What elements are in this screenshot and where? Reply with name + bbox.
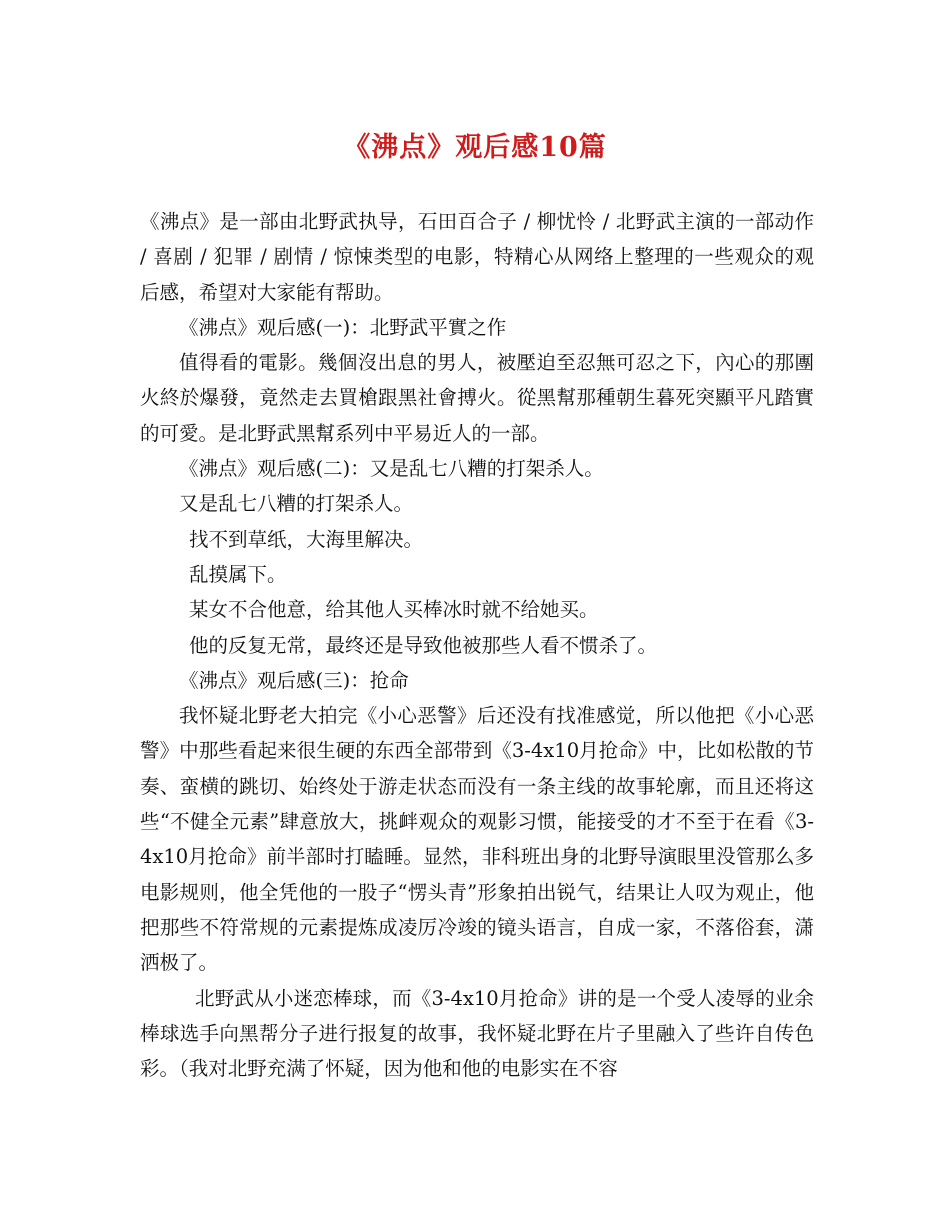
review-paragraph: 值得看的電影。幾個沒出息的男人，被壓迫至忍無可忍之下，內心的那團火終於爆發，竟然走去買槍跟黑社會搏火。從黑幫那種朝生暮死突顯平凡踏實的可愛。是北野武黑幫系列中平易近人的一部。: [140, 351, 814, 445]
review-heading-3: 《沸点》观后感(三)：抢命: [179, 668, 409, 692]
review-paragraph: 某女不合他意，给其他人买棒冰时就不给她买。: [189, 598, 599, 622]
document-body: [140, 204, 814, 1086]
review-paragraph: 乱摸属下。: [189, 562, 287, 586]
review-paragraph: 北野武从小迷恋棒球，而《3-4x10月抢命》讲的是一个受人凌辱的业余棒球选手向黑帮分子进行报复的故事，我怀疑北野在片子里融入了些许自传色彩。（我对北野充满了怀疑，因为他和他的电影实在不容: [140, 986, 814, 1081]
review-paragraph: 他的反复无常，最终还是导致他被那些人看不惯杀了。: [189, 633, 658, 657]
review-paragraph: 我怀疑北野老大拍完《小心恶警》后还没有找准感觉，所以他把《小心恶警》中那些看起来很生硬的东西全部带到《3-4x10月抢命》中，比如松散的节奏、蛮横的跳切、始终处于游走状态而没有一条主线的故事轮廓，而且还将这些“不健全元素”肆意放大，挑衅观众的观影习惯，能接受的才不至于在看《3-4x10月抢命》前半部时打瞌睡。显然，非科班出身的北野导演眼里没管那么多电影规则，他全凭他的一股子“愣头青”形象拍出锐气，结果让人叹为观止，他把那些不符常规的元素提炼成凌厉冷竣的镜头语言，自成一家，不落俗套，潇洒极了。: [140, 704, 814, 975]
intro-paragraph: 《沸点》是一部由北野武执导，石田百合子 / 柳忧怜 / 北野武主演的一部动作 / 喜剧 / 犯罪 / 剧情 / 惊悚类型的电影，特精心从网络上整理的一些观众的观后感，希望对大家能有帮助。: [140, 210, 814, 304]
review-heading-1: 《沸点》观后感(一)：北野武平實之作: [179, 315, 507, 339]
document-title: 《沸点》观后感10篇: [343, 132, 607, 163]
review-paragraph: 又是乱七八糟的打架杀人。: [179, 492, 414, 516]
review-paragraph: 找不到草纸，大海里解决。: [189, 527, 424, 551]
review-heading-2: 《沸点》观后感(二)：又是乱七八糟的打架杀人。: [179, 457, 604, 481]
